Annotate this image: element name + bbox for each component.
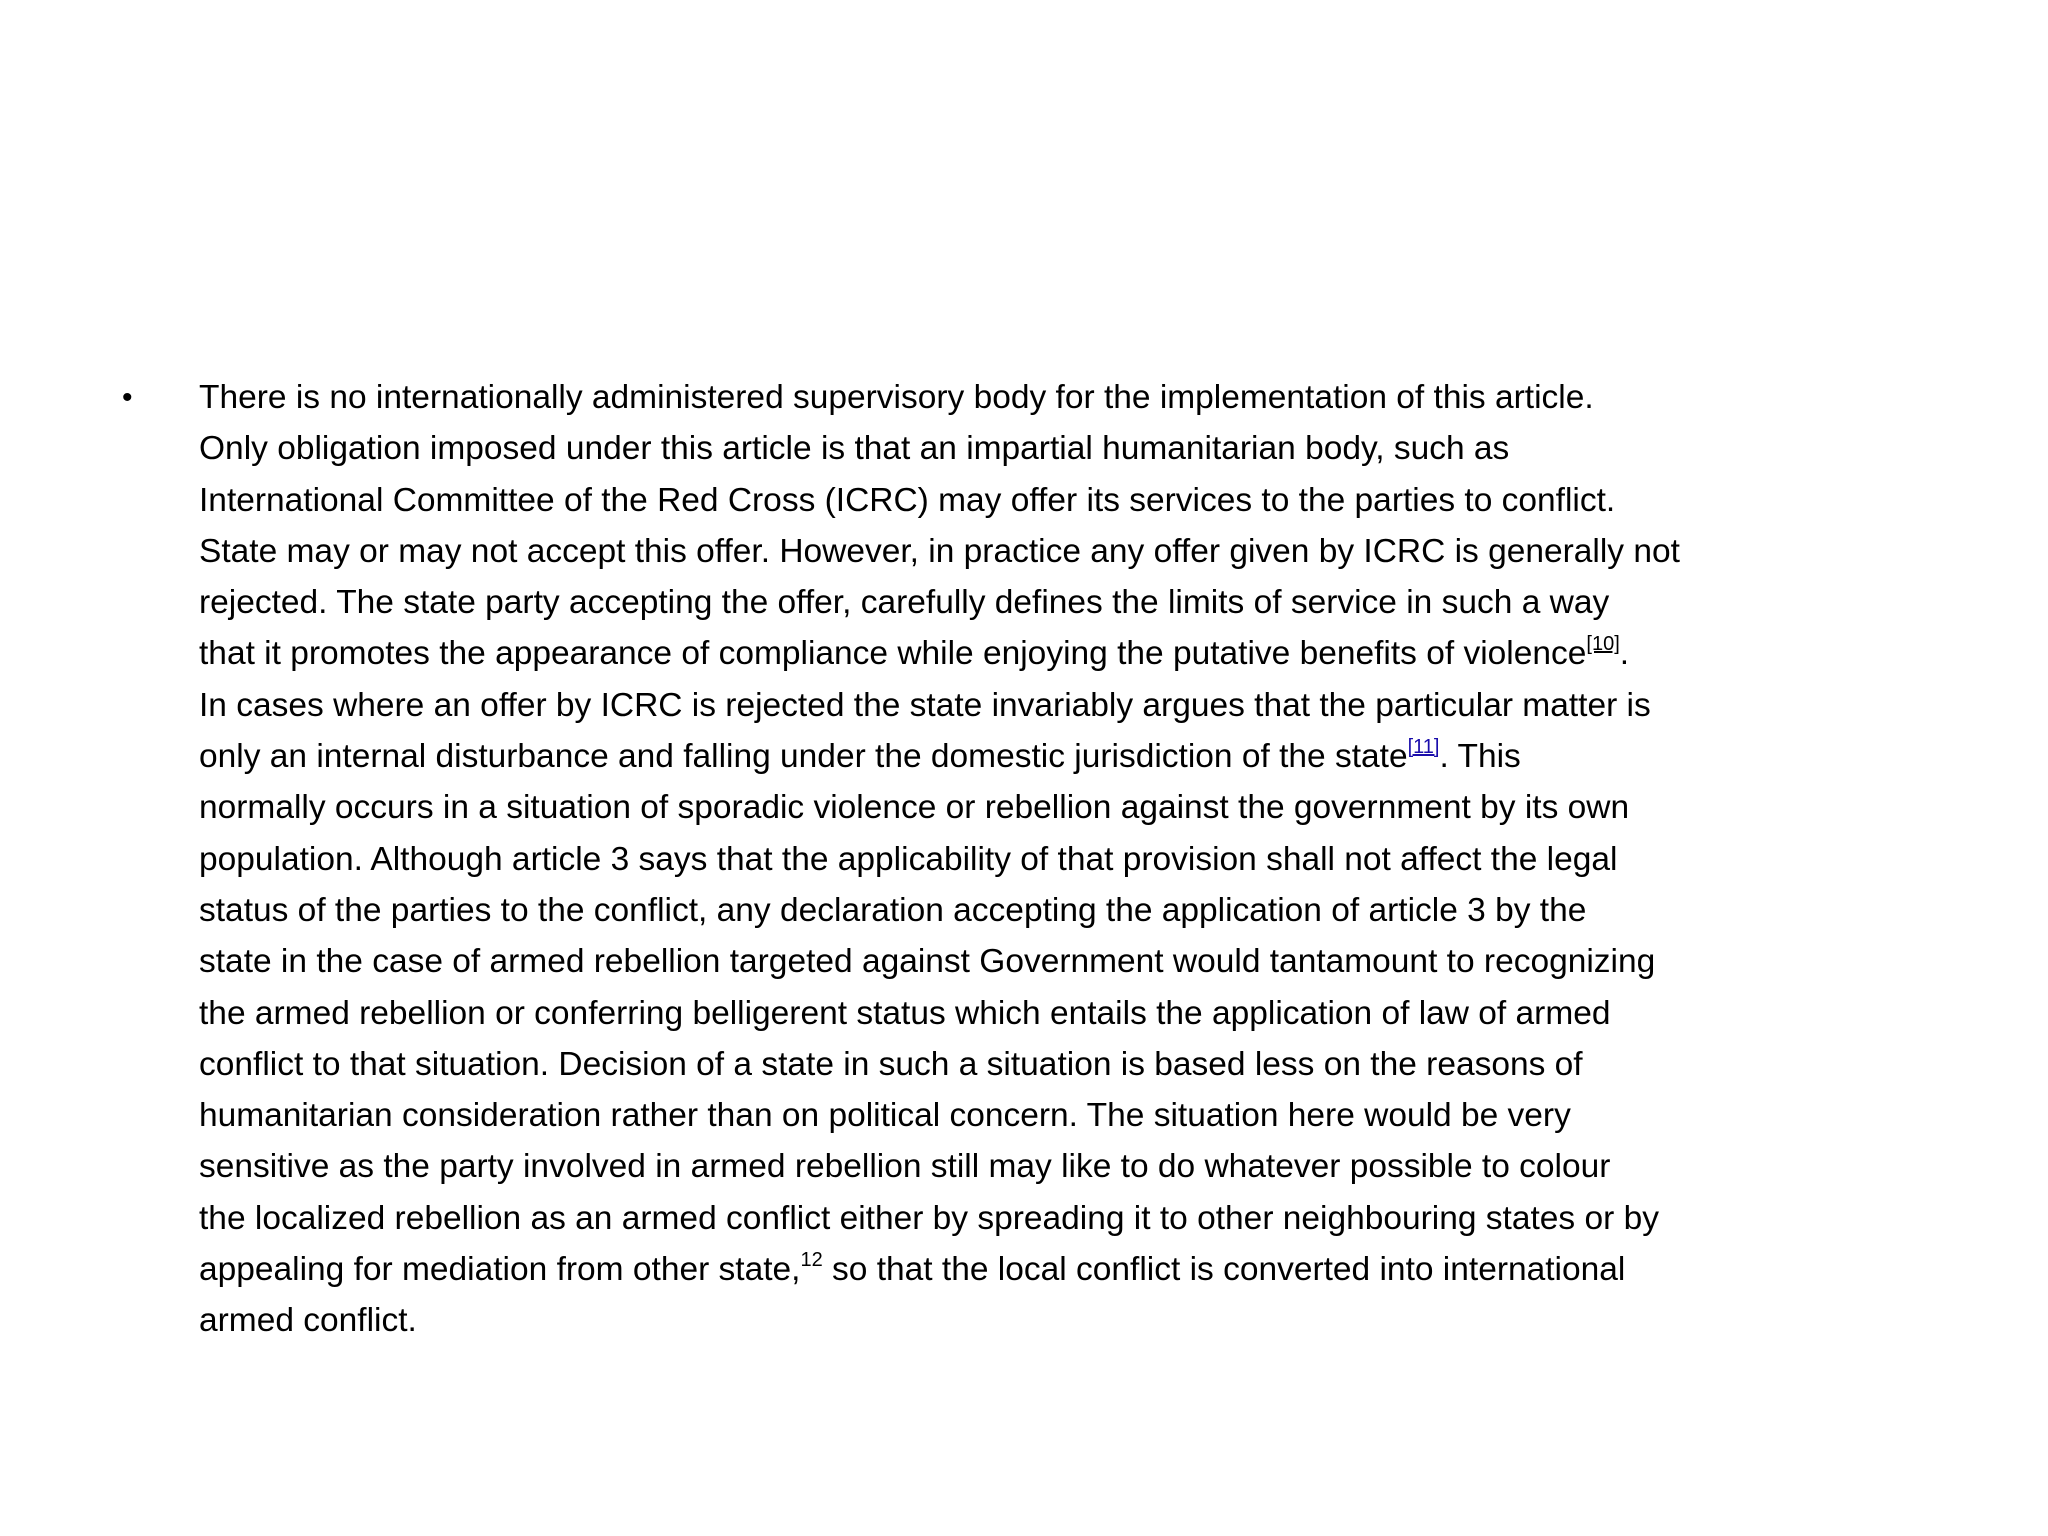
footnote-ref-10[interactable]: [10]: [1586, 633, 1620, 656]
text-line: population. Although article 3 says that the applicability of that provision shall not affect the legal: [199, 840, 1618, 878]
text-line: the armed rebellion or conferring belligerent status which entails the application of law of armed: [199, 994, 1611, 1032]
text-line: humanitarian consideration rather than on political concern. The situation here would be very: [199, 1097, 1571, 1135]
text-segment: only an internal disturbance and falling under the domestic jurisdiction of the state: [199, 738, 1408, 776]
text-line: conflict to that situation. Decision of a state in such a situation is based less on the reasons of: [199, 1045, 1583, 1083]
text-line: In cases where an offer by ICRC is rejected the state invariably argues that the particular matter is: [199, 686, 1651, 724]
text-line: normally occurs in a situation of sporadic violence or rebellion against the government by its own: [199, 789, 1630, 827]
text-line: status of the parties to the conflict, any declaration accepting the application of article 3 by the: [199, 891, 1587, 929]
text-segment: appealing for mediation from other state,: [199, 1251, 801, 1289]
text-line: the localized rebellion as an armed conflict either by spreading it to other neighbouring states or by: [199, 1199, 1659, 1237]
text-line: [199, 628, 1680, 679]
text-segment: that it promotes the appearance of compliance while enjoying the putative benefits of violence: [199, 635, 1587, 673]
text-line: [199, 1244, 1680, 1295]
text-line: [199, 731, 1680, 782]
text-line: There is no internationally administered supervisory body for the implementation of this article.: [199, 379, 1594, 416]
bullet-marker: •: [122, 381, 133, 414]
text-line: sensitive as the party involved in armed rebellion still may like to do whatever possible to colour: [199, 1148, 1611, 1186]
text-segment: so that the local conflict is converted into international: [822, 1251, 1626, 1289]
text-segment: . This: [1439, 738, 1521, 776]
text-line: International Committee of the Red Cross (ICRC) may offer its services to the parties to conflict.: [199, 481, 1616, 519]
text-line: State may or may not accept this offer. However, in practice any offer given by ICRC is generally not: [199, 532, 1680, 570]
footnote-ref-11[interactable]: [11]: [1407, 736, 1440, 759]
text-line: armed conflict.: [199, 1302, 417, 1340]
text-line: state in the case of armed rebellion targeted against Government would tantamount to recognizing: [199, 943, 1656, 981]
text-segment: .: [1619, 635, 1630, 673]
text-line: rejected. The state party accepting the offer, carefully defines the limits of service in such a way: [199, 584, 1610, 622]
footnote-ref-12: 12: [800, 1249, 823, 1272]
text-line: Only obligation imposed under this article is that an impartial humanitarian body, such as: [199, 430, 1510, 468]
bullet-paragraph: [199, 372, 1680, 1347]
